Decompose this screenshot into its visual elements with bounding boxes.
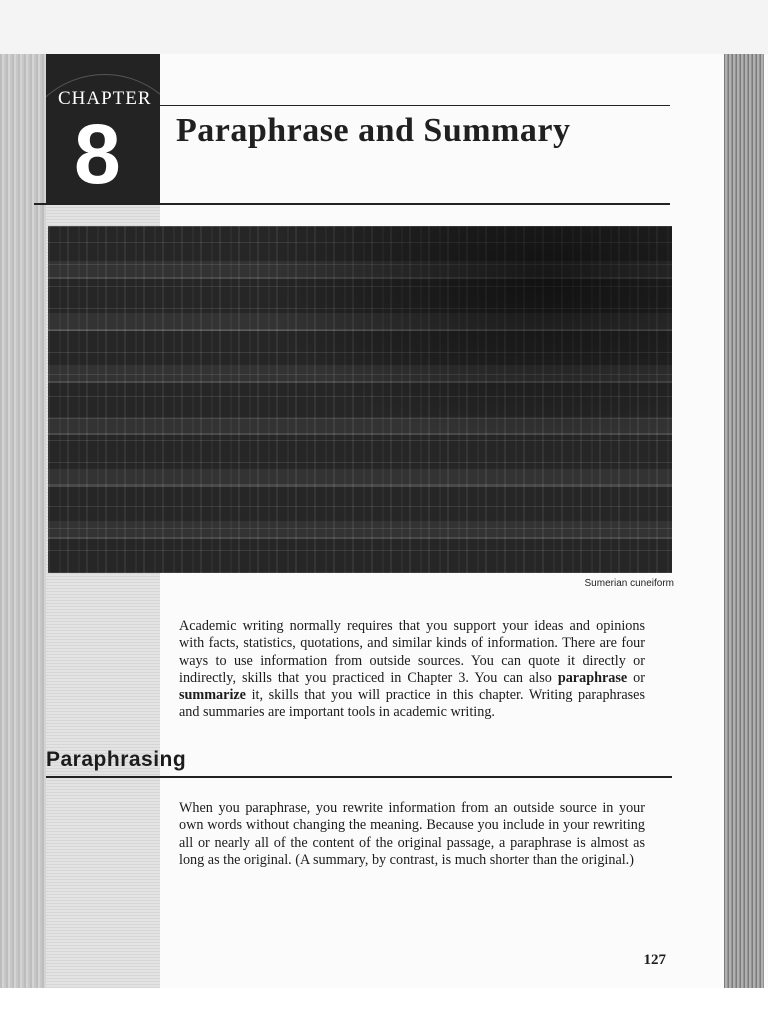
section-heading: Paraphrasing: [46, 748, 187, 771]
scan-margin-bottom: [0, 988, 768, 1024]
chapter-number: 8: [74, 107, 121, 201]
page-number: 127: [643, 952, 666, 968]
scan-margin-top: [0, 0, 768, 54]
chapter-title: Paraphrase and Summary: [176, 112, 571, 149]
intro-text-part-2: or: [627, 669, 645, 686]
term-paraphrase: paraphrase: [557, 669, 628, 686]
cuneiform-photo: [48, 226, 672, 573]
chapter-label: CHAPTER: [58, 88, 152, 109]
section-rule: [46, 776, 672, 778]
title-rule: [34, 203, 670, 205]
chapter-badge: [46, 54, 160, 205]
section-paragraph: When you paraphrase, you rewrite information from an outside source in your own words without changing the meaning. Because you include in your rewriting all or nearly all of the content of the original passage, a paraphrase is almost as long as the original. (A summary, by contrast, is much shorter than the original.): [179, 800, 645, 868]
intro-text-part-1: Academic writing normally requires that you support your ideas and opinions with facts, statistics, quotations, and similar kinds of information. There are four ways to use information from outside sources. You can quote it directly or indirectly, skills that you practiced in Chapter 3. You can also: [179, 618, 645, 686]
intro-paragraph: [179, 618, 645, 722]
header-rule: [160, 105, 670, 106]
intro-text-part-3: it, skills that you will practice in this chapter. Writing paraphrases and summaries are important tools in academic writing.: [179, 687, 645, 721]
page-edge-right: [724, 54, 764, 988]
term-summarize: summarize: [179, 687, 246, 704]
page-binding-edge-left: [0, 54, 46, 988]
photo-caption: Sumerian cuneiform: [584, 578, 674, 589]
